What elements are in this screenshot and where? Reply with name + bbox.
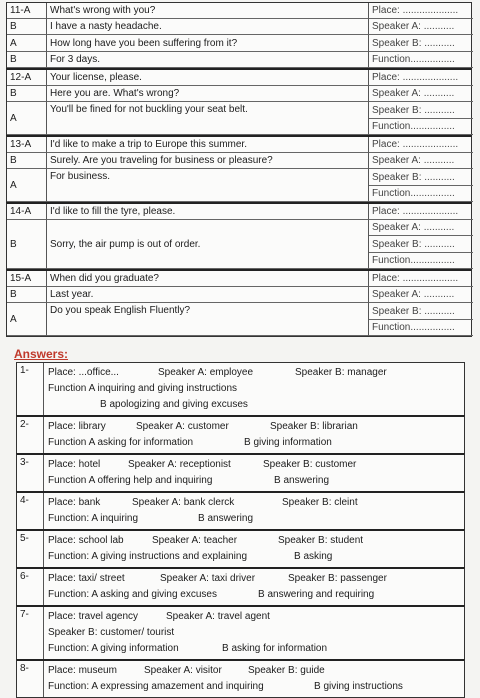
place-field[interactable]: Place: .................... [369,137,473,153]
answer-row-1 [16,362,465,415]
answer-place: Place: hotel [48,459,101,470]
question-block-11 [6,2,472,68]
row-label: 14-A [7,204,47,220]
answer-row-3 [16,453,465,491]
row-label: 12-A [7,70,47,86]
answer-function-b: B apologizing and giving excuses [100,399,248,410]
dialogue-line: Do you speak English Fluently? [47,303,369,336]
answer-speaker-a: Speaker A: customer [136,421,229,432]
speaker-b-field[interactable]: Speaker B: ........... [369,102,473,119]
answer-function-b: B answering [274,475,330,486]
dialogue-line: How long have you been suffering from it? [47,35,369,52]
row-label: A [7,102,47,135]
row-label: B [7,86,47,102]
dialogue-line: I'd like to fill the tyre, please. [47,204,369,220]
speaker-a-field[interactable]: Speaker A: ........... [369,287,473,303]
answer-speaker-b: Speaker B: customer [263,459,357,470]
answer-function-b: B giving instructions [314,681,403,692]
exercise-sheet [6,2,472,337]
place-field[interactable]: Place: .................... [369,3,473,19]
answer-speaker-a: Speaker A: teacher [152,535,238,546]
answer-function-a: Function: A expressing amazement and inquiring [48,681,264,692]
place-field[interactable]: Place: .................... [369,70,473,86]
answer-function-a: Function A asking for information [48,437,194,448]
row-label: A [7,35,47,52]
row-label: B [7,220,47,269]
dialogue-line: I'd like to make a trip to Europe this summer. [47,137,369,153]
speaker-a-field[interactable]: Speaker A: ........... [369,153,473,169]
answer-number: 7- [17,607,44,659]
answer-function-a: Function: A inquiring [48,513,139,524]
speaker-a-field[interactable]: Speaker A: ........... [369,220,473,236]
speaker-b-field[interactable]: Speaker B: ........... [369,303,473,320]
answer-speaker-b: Speaker B: guide [248,665,325,676]
answer-speaker-b: Speaker B: customer/ tourist [48,627,175,638]
question-block-12 [6,68,472,135]
answer-row-6 [16,567,465,605]
row-label: 11-A [7,3,47,19]
function-field[interactable]: Function................ [369,119,473,135]
question-block-15 [6,269,472,337]
dialogue-line: Sorry, the air pump is out of order. [47,220,369,269]
dialogue-line: For 3 days. [47,52,369,68]
dialogue-line: You'll be fined for not buckling your seat belt. [47,102,369,135]
answer-place: Place: library [48,421,106,432]
dialogue-line: Last year. [47,287,369,303]
dialogue-line: What's wrong with you? [47,3,369,19]
dialogue-line: Your license, please. [47,70,369,86]
answer-speaker-a: Speaker A: receptionist [128,459,231,470]
answers-heading: Answers: [14,347,69,361]
answers-table [16,362,465,698]
answer-speaker-a: Speaker A: bank clerck [132,497,235,508]
dialogue-line: For business. [47,169,369,202]
function-field[interactable]: Function................ [369,186,473,202]
speaker-b-field[interactable]: Speaker B: ........... [369,169,473,186]
answer-function-a: Function A inquiring and giving instructions [48,383,238,394]
answer-number: 4- [17,493,44,529]
speaker-b-field[interactable]: Speaker B: ........... [369,35,473,52]
answer-place: Place: ...office... [48,367,119,378]
answer-speaker-a: Speaker A: visitor [144,665,222,676]
place-field[interactable]: Place: .................... [369,271,473,287]
answer-speaker-a: Speaker A: taxi driver [160,573,256,584]
speaker-a-field[interactable]: Speaker A: ........... [369,19,473,35]
function-field[interactable]: Function................ [369,253,473,269]
answer-place: Place: museum [48,665,117,676]
dialogue-line: Surely. Are you traveling for business or pleasure? [47,153,369,169]
answer-speaker-b: Speaker B: passenger [288,573,387,584]
answer-place: Place: bank [48,497,101,508]
row-label: 15-A [7,271,47,287]
answer-speaker-b: Speaker B: manager [295,367,387,378]
question-block-13 [6,135,472,202]
answer-function-a: Function: A asking and giving excuses [48,589,217,600]
answer-number: 8- [17,661,44,697]
row-label: B [7,153,47,169]
row-label: B [7,19,47,35]
answer-row-5 [16,529,465,567]
function-field[interactable]: Function................ [369,52,473,68]
row-label: B [7,52,47,68]
row-label: B [7,287,47,303]
answer-place: Place: travel agency [48,611,139,622]
answer-function-a: Function: A giving instructions and explaining [48,551,248,562]
answer-row-2 [16,415,465,453]
answer-number: 1- [17,363,44,415]
answer-speaker-a: Speaker A: travel agent [166,611,270,622]
dialogue-line: I have a nasty headache. [47,19,369,35]
dialogue-line: Here you are. What's wrong? [47,86,369,102]
row-label: A [7,303,47,336]
answer-function-b: B giving information [244,437,332,448]
answer-row-7 [16,605,465,659]
answer-number: 6- [17,569,44,605]
answer-function-b: B answering and requiring [258,589,375,600]
answer-function-b: B asking [294,551,333,562]
answer-row-8 [16,659,465,698]
answer-function-b: B asking for information [222,643,328,654]
row-label: A [7,169,47,202]
row-label: 13-A [7,137,47,153]
answer-number: 5- [17,531,44,567]
answer-speaker-b: Speaker B: cleint [282,497,358,508]
answer-number: 3- [17,455,44,491]
question-block-14 [6,202,472,269]
answer-row-4 [16,491,465,529]
answer-number: 2- [17,417,44,453]
answer-speaker-b: Speaker B: librarian [270,421,358,432]
speaker-a-field[interactable]: Speaker A: ........... [369,86,473,102]
speaker-b-field[interactable]: Speaker B: ........... [369,236,473,253]
answer-speaker-b: Speaker B: student [278,535,364,546]
answer-function-a: Function: A giving information [48,643,179,654]
answer-place: Place: taxi/ street [48,573,125,584]
answer-function-b: B answering [198,513,254,524]
function-field[interactable]: Function................ [369,320,473,336]
place-field[interactable]: Place: .................... [369,204,473,220]
answer-speaker-a: Speaker A: employee [158,367,254,378]
dialogue-line: When did you graduate? [47,271,369,287]
answer-place: Place: school lab [48,535,124,546]
answer-function-a: Function A offering help and inquiring [48,475,213,486]
